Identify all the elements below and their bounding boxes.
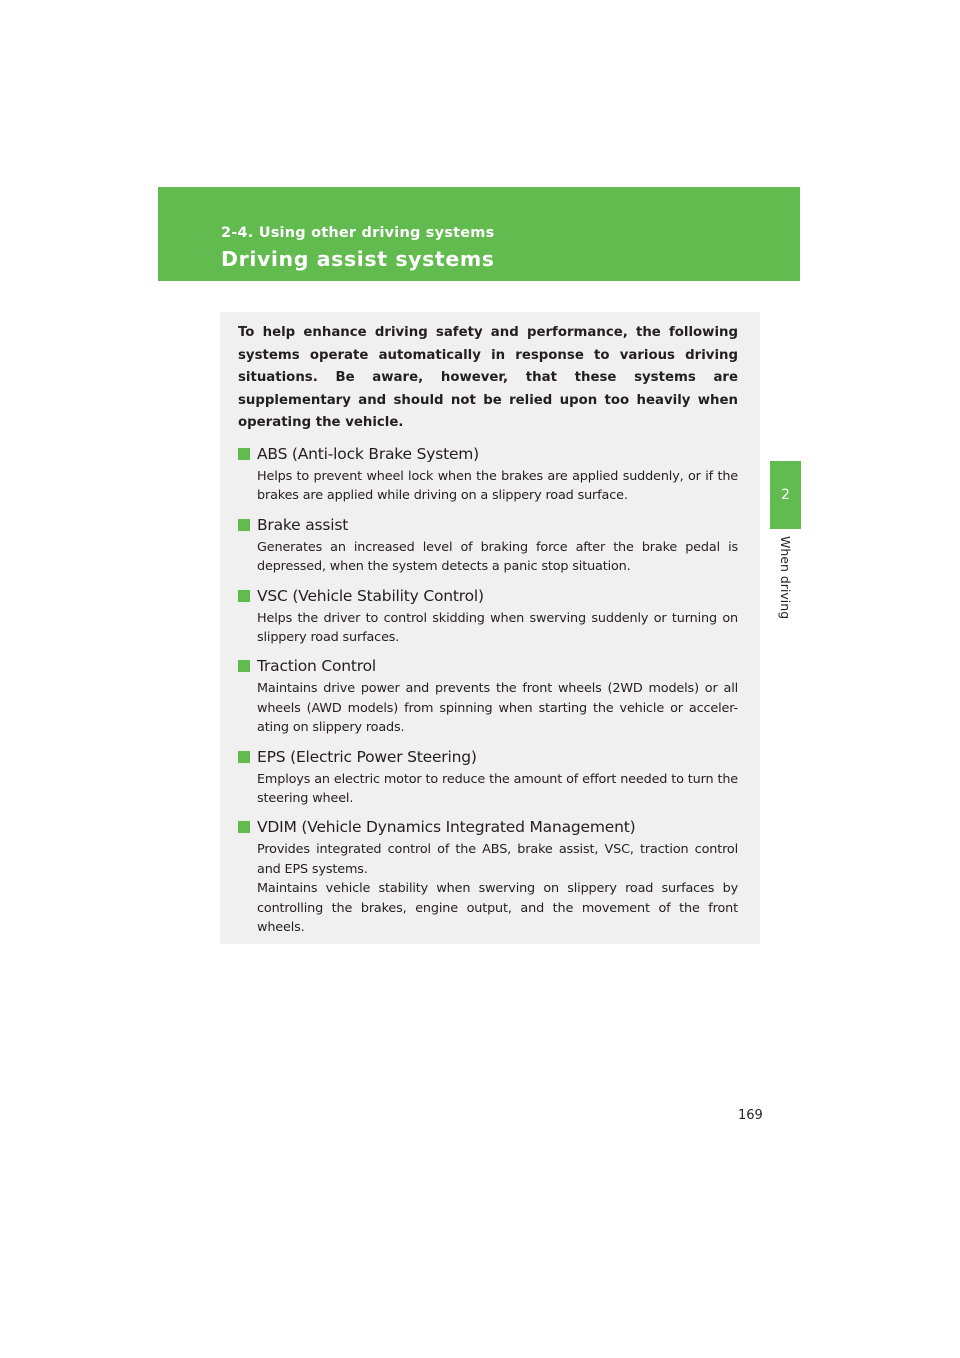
list-item [238, 654, 738, 737]
content-box [220, 312, 760, 944]
item-description: Maintains drive power and prevents the front wheels (2WD models) or all wheels (AWD models) from spinning when starting the vehicle or acceler-ating on slippery roads. [257, 681, 738, 736]
item-title-text: VDIM (Vehicle Dynamics Integrated Management) [257, 818, 636, 837]
chapter-tab: 2 [770, 461, 801, 529]
list-item [238, 815, 738, 937]
item-description: Maintains vehicle stability when swerving on slippery road surfaces by controlling the brakes, engine output, and the movement of the front wheels. [257, 881, 738, 936]
item-title-text: ABS (Anti-lock Brake System) [257, 444, 480, 463]
item-title-text: EPS (Electric Power Steering) [257, 747, 477, 766]
item-title [238, 442, 738, 466]
list-item [238, 442, 738, 506]
item-description: Helps to prevent wheel lock when the brakes are applied suddenly, or if the brakes are applied while driving on a slippery road surface. [257, 468, 738, 504]
square-bullet-icon [238, 751, 250, 763]
item-title [238, 745, 738, 769]
item-description: Generates an increased level of braking force after the brake pedal is depressed, when the system detects a panic stop situation. [257, 539, 738, 575]
item-title [238, 654, 738, 678]
square-bullet-icon [238, 821, 250, 833]
item-description: Employs an electric motor to reduce the amount of effort needed to turn the steering wheel. [257, 771, 738, 807]
item-title-text: VSC (Vehicle Stability Control) [257, 586, 484, 605]
item-title [238, 815, 738, 839]
item-title-text: Brake assist [257, 515, 349, 534]
item-title [238, 513, 738, 537]
page-title: Driving assist systems [221, 247, 495, 271]
square-bullet-icon [238, 590, 250, 602]
square-bullet-icon [238, 519, 250, 531]
item-description: Provides integrated control of the ABS, brake assist, VSC, traction control and EPS systems. [257, 842, 738, 877]
square-bullet-icon [238, 448, 250, 460]
item-description: Helps the driver to control skidding when swerving suddenly or turning on slippery road surfaces. [257, 610, 738, 645]
item-title [238, 584, 738, 608]
list-item [238, 745, 738, 809]
section-header [158, 187, 800, 281]
square-bullet-icon [238, 660, 250, 672]
section-label: 2-4. Using other driving systems [221, 225, 495, 241]
chapter-label: When driving [778, 536, 793, 620]
item-title-text: Traction Control [257, 657, 377, 676]
intro-paragraph: To help enhance driving safety and performance, the following systems operate automatically in response to various driving situations. Be aware, however, that these systems are supplementary and should not be relied upon too heavily when operating the vehicle. [238, 325, 738, 431]
list-item [238, 584, 738, 648]
list-item [238, 513, 738, 577]
page-number: 169 [738, 1108, 763, 1123]
